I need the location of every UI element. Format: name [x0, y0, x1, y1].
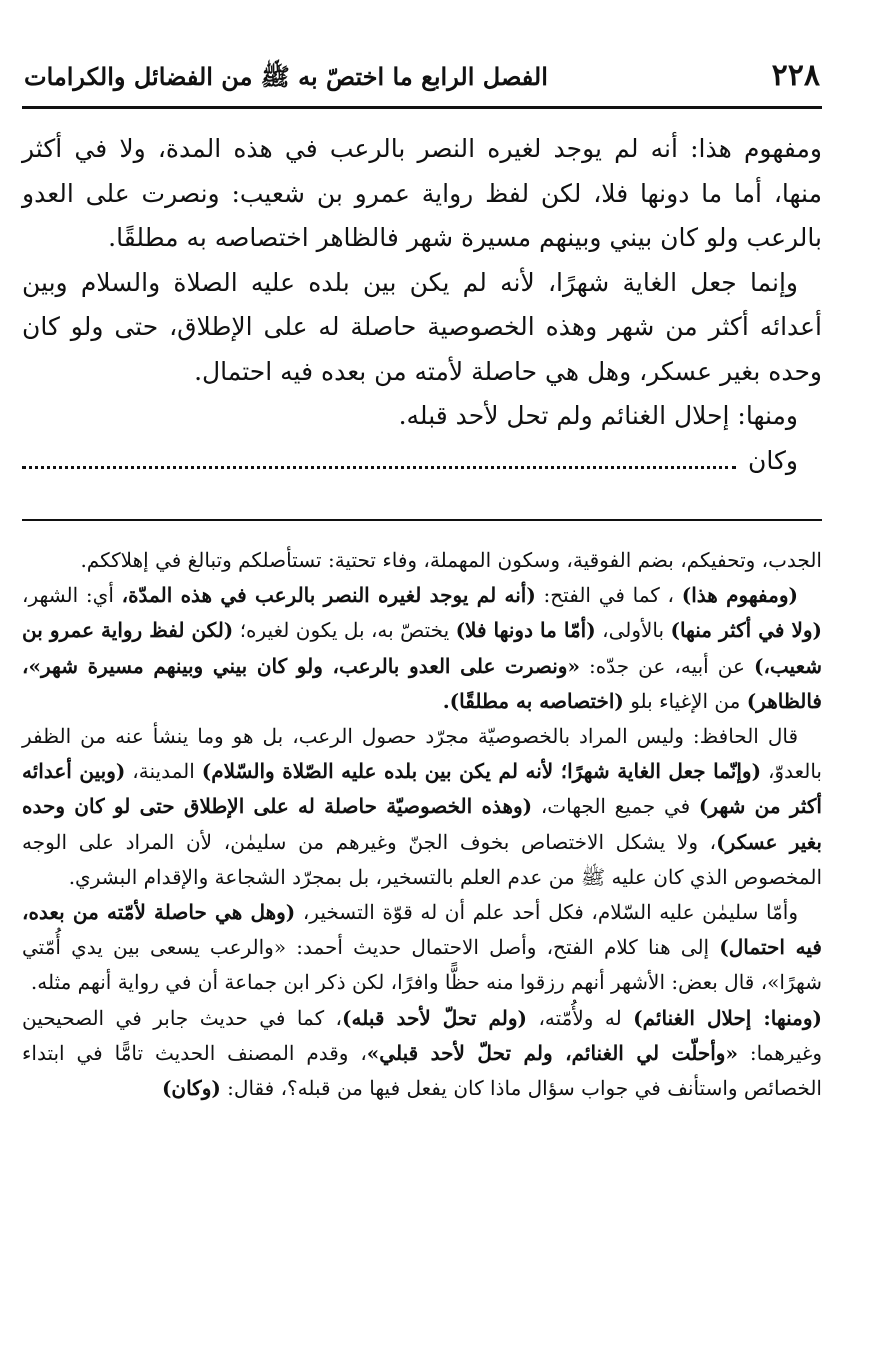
commentary-text: له ولأُمّته،: [527, 1005, 634, 1030]
commentary-text: من الإغياء بلو: [623, 688, 747, 713]
commentary-text: في جميع الجهات،: [532, 794, 699, 819]
quote-bold: (أمّا ما دونها فلا): [455, 618, 596, 643]
quote-bold: «وأحلّت لي الغنائم، ولم تحلّ لأحد قبلي»: [366, 1040, 738, 1065]
chapter-title: الفصل الرابع ما اختصّ به ﷺ من الفضائل والكرامات: [24, 62, 548, 91]
quote-bold: (وبين أعدائه أكثر من شهر): [22, 759, 822, 819]
commentary-paragraph-3: [22, 719, 822, 895]
continuation-word: وكان: [748, 445, 798, 475]
quote-bold: (ومفهوم هذا): [681, 583, 799, 608]
main-text: [22, 127, 822, 483]
main-paragraph-1: ومفهوم هذا: أنه لم يوجد لغيره النصر بالرعب في هذه المدة، ولا في أكثر منها، أما ما دونها فلا، لكن لفظ رواية عمرو بن شعيب: ونصرت على العدو بالرعب ولو كان بيني وبينهم مسيرة شهر فالظاهر اختصاصه به مطلقًا.: [22, 134, 822, 252]
quote-bold: (ولا في أكثر منها): [670, 618, 822, 643]
commentary: [22, 543, 822, 1106]
commentary-text: قال الحافظ: وليس المراد بالخصوصيّة مجرّد حصول الرعب، بل هو وما ينشأ عنه من الظفر بالعدوّ،: [22, 724, 822, 784]
commentary-text: وأمّا سليمٰن عليه السّلام، فكل أحد علم أن له قوّة التسخير،: [295, 900, 798, 925]
page: [22, 58, 822, 1106]
quote-bold: (لكن لفظ رواية عمرو بن شعيب،): [22, 618, 822, 678]
main-paragraph-4: [22, 439, 822, 484]
commentary-text: ، ولا يشكل الاختصاص بخوف الجنّ وغيرهم من سليمٰن، لأن المراد على الوجه المخصوص الذي كان عليه ﷺ من عدم العلم بالتسخير، بل بمجرّد الشجاعة والإقدام البشري.: [22, 829, 822, 889]
commentary-text: ، كما في حديث جابر في الصحيحين وغيرهما:: [22, 1005, 822, 1065]
commentary-text: أي: الشهر،: [22, 583, 114, 608]
commentary-text: ، وقدم المصنف الحديث تامًّا في ابتداء الخصائص واستأنف في جواب سؤال ماذا كان يفعل فيها من قبله؟، فقال:: [22, 1040, 822, 1101]
quote-bold: (ولم تحلّ لأحد قبله): [342, 1005, 527, 1030]
quote-bold: (أنه لم يوجد لغيره النصر بالرعب في هذه المدّة،: [121, 583, 536, 608]
commentary-text: عن أبيه، عن جدّه:: [579, 653, 754, 678]
quote-bold: (ومنها: إحلال الغنائم): [633, 1005, 822, 1030]
commentary-text: المدينة،: [125, 759, 202, 784]
footnote-separator: [22, 519, 822, 521]
quote-bold: (وكان): [161, 1076, 221, 1101]
commentary-text: إلى هنا كلام الفتح، وأصل الاحتمال حديث أحمد: «والرعب يسعى بين يدي أُمّتي شهرًا»، قال بعض: الأشهر أنهم رزقوا منه حظًّا وافرًا، لكن ذكر ابن جماعة أن في رواية أنهم مثله.: [22, 935, 822, 995]
ellipsis-dots: [22, 452, 736, 469]
commentary-paragraph-5: [22, 1001, 822, 1107]
quote-bold: (اختصاصه به مطلقًا).: [442, 688, 624, 713]
main-paragraph-2: وإنما جعل الغاية شهرًا، لأنه لم يكن بين بلده عليه الصلاة والسلام وبين أعدائه أكثر من شهر وهذه الخصوصية حاصلة له على الإطلاق، حتى ولو كان وحده بغير عسكر، وهل هي حاصلة لأمته من بعده فيه احتمال.: [22, 267, 822, 386]
commentary-text: ، كما في الفتح:: [535, 583, 682, 608]
quote-bold: «ونصرت على العدو بالرعب، ولو كان بيني وبينهم مسيرة شهر»، فالظاهر): [22, 653, 822, 713]
quote-bold: (وإنّما جعل الغاية شهرًا؛ لأنه لم يكن بين بلده عليه الصّلاة والسّلام): [201, 759, 762, 784]
commentary-text: بالأولى،: [595, 618, 671, 643]
quote-bold: (وهل هي حاصلة لأمّته من بعده، فيه احتمال): [22, 900, 822, 960]
page-number: ٢٢٨: [771, 58, 820, 93]
main-paragraph-3: ومنها: إحلال الغنائم ولم تحل لأحد قبله.: [398, 401, 798, 430]
commentary-text: يختصّ به، بل يكون لغيره؛: [233, 618, 456, 643]
commentary-paragraph-1: الجدب، وتحفيكم، بضم الفوقية، وسكون المهملة، وفاء تحتية: تستأصلكم وتبالغ في إهلاككم.: [80, 548, 822, 572]
commentary-paragraph-2: [22, 578, 822, 719]
quote-bold: (وهذه الخصوصيّة حاصلة له على الإطلاق حتى لو كان وحده بغير عسكر): [22, 794, 822, 854]
commentary-paragraph-4: [22, 895, 822, 1001]
running-header: [22, 58, 822, 109]
